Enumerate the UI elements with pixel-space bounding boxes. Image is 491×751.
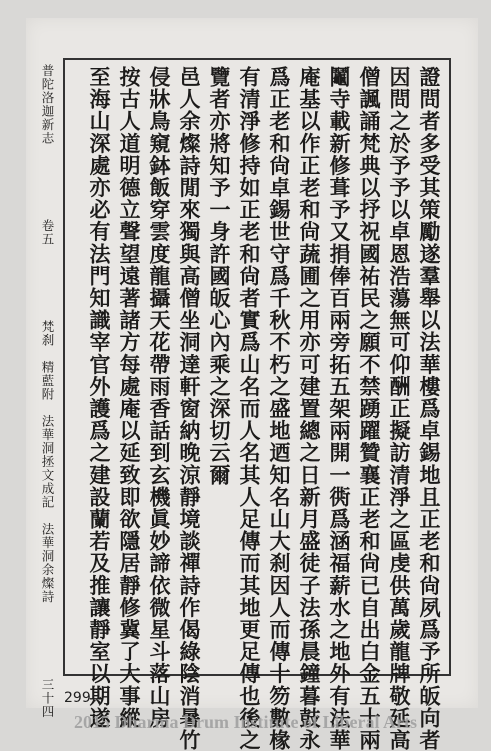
text-column: 鬮寺載新修葺予又捐俸百兩旁拓五架兩開一衖爲涵福薪水之地外有法華 xyxy=(327,66,352,751)
margin-column xyxy=(38,64,56,718)
text-column: 邑人余燦詩閒來獨與高僧坐洞達軒窗納晚涼靜境談禪詩作偈綠陰消暑竹 xyxy=(177,66,202,751)
text-column: 至海山深處亦必有法門知識宰官外護爲之建設蘭若及推讓靜室以期遂 xyxy=(87,66,112,729)
text-column: 因問之於予予以卓恩浩蕩無可仰酬正擬訪清淨之區虔供萬歲龍牌敬延高 xyxy=(387,66,412,751)
text-column: 僧諷誦梵典以抒祝國祐民之願不禁踴躍贊襄正老和尙已自出白金五十兩 xyxy=(357,66,382,751)
folio-number: 三十四 xyxy=(40,677,55,718)
book-title: 普陀洛迦新志 xyxy=(40,64,55,145)
section-label: 梵刹 精藍附 法華洞拯文成記 法華洞余燦詩 xyxy=(40,320,55,604)
volume-label: 卷五 xyxy=(40,219,55,246)
text-column: 庵基以作正老和尙蔬圃之用亦可建置總之日新月盛徒子法孫晨鐘暮鼓永 xyxy=(297,66,322,751)
text-column: 證問者多受其策勵遂羣舉以法華樓爲卓錫地且正老和尙夙爲予所皈向者 xyxy=(417,66,442,751)
text-column: 有清淨修持如正老和尙者實爲山名而人名其人足傳而其地更足傳也後之 xyxy=(237,66,262,751)
text-column: 按古人道明德立聲望遠著諸方每處庵以延致即欲隱居靜修冀了大事縱 xyxy=(117,66,142,729)
text-column: 爲正老和尙卓錫世守爲千秋不朽之盛地迺知名山大刹因人而傳十笏數椽 xyxy=(267,66,292,751)
text-column: 侵牀鳥窺鉢飯穿雲度龍攝天花帶雨香話到玄機眞妙諦依微星斗落山房 xyxy=(147,66,172,729)
watermark: 2015 Dharma Drum Institute of Liberal Arts xyxy=(74,712,417,732)
page-number: 299 xyxy=(64,690,91,706)
text-column: 覽者亦將知予一身許國皈心內乘之深切云爾 xyxy=(207,66,232,486)
